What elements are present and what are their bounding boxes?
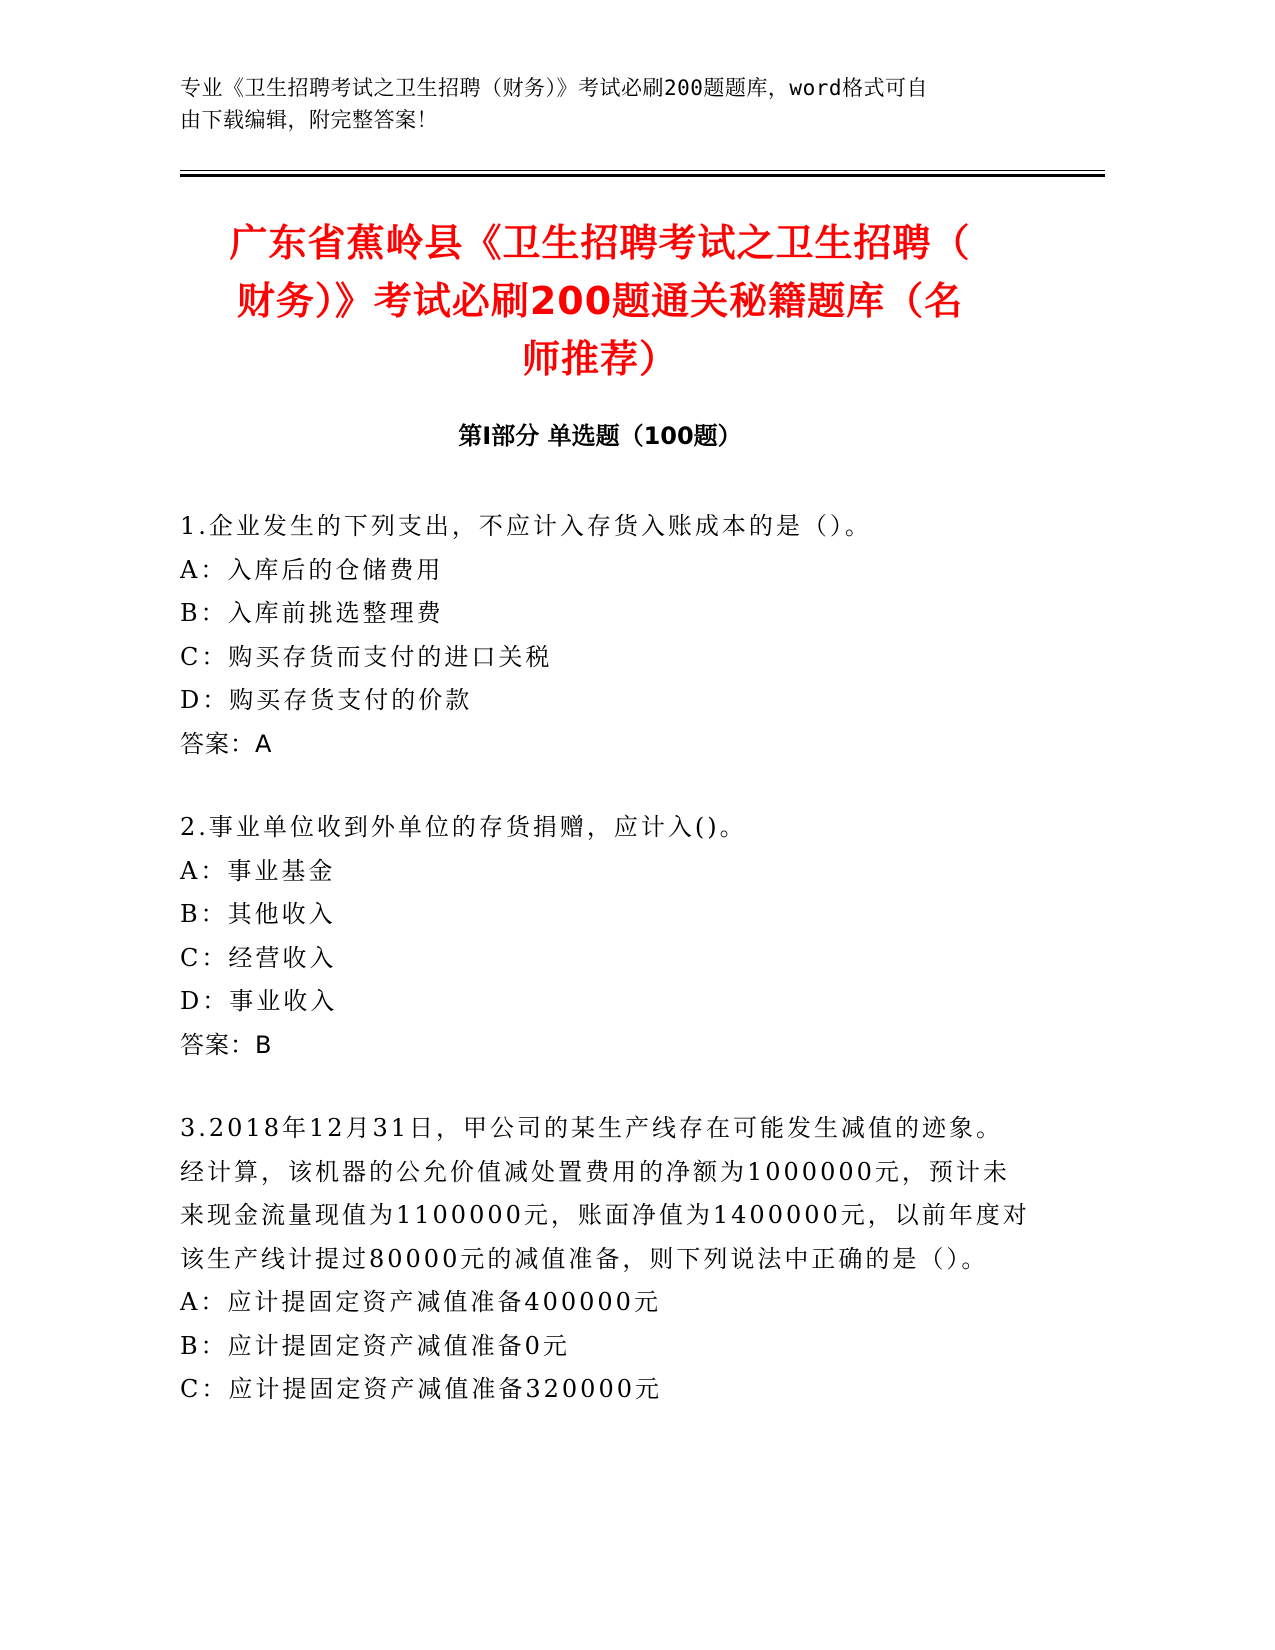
question-stem-line-4: 该生产线计提过80000元的减值准备，则下列说法中正确的是（）。 xyxy=(180,1244,989,1273)
option-d: D：购买存货支付的价款 xyxy=(180,686,473,714)
option-d: D：事业收入 xyxy=(180,987,338,1015)
header-divider-thick xyxy=(180,174,1105,177)
option-a: A：应计提固定资产减值准备400000元 xyxy=(180,1288,661,1316)
question-1 xyxy=(180,505,1040,766)
document-title-line-3: 师推荐） xyxy=(521,337,678,381)
question-stem-line-2: 经计算，该机器的公允价值减处置费用的净额为1000000元，预计未 xyxy=(180,1157,1010,1186)
header-note-line-1: 专业《卫生招聘考试之卫生招聘（财务）》考试必刷200题题库，word格式可自 xyxy=(180,76,928,100)
question-2 xyxy=(180,806,1040,1067)
option-c: C：购买存货而支付的进口关税 xyxy=(180,642,553,671)
answer-label: 答案：A xyxy=(180,729,273,758)
answer-label: 答案：B xyxy=(180,1030,273,1059)
document-title-line-1: 广东省蕉岭县《卫生招聘考试之卫生招聘（ xyxy=(229,221,971,265)
option-b: B：其他收入 xyxy=(180,900,336,928)
option-b: B：入库前挑选整理费 xyxy=(180,599,444,627)
document-title xyxy=(180,214,1020,388)
option-a: A：事业基金 xyxy=(180,856,336,885)
question-stem-line-3: 来现金流量现值为1100000元，账面净值为1400000元，以前年度对 xyxy=(180,1201,1030,1229)
option-c: C：经营收入 xyxy=(180,943,337,972)
question-stem-line-1: 3.2018年12月31日，甲公司的某生产线存在可能发生减值的迹象。 xyxy=(180,1114,1004,1142)
option-b: B：应计提固定资产减值准备0元 xyxy=(180,1331,570,1360)
section-heading: 第Ⅰ部分 单选题（100题） xyxy=(458,422,742,450)
question-3 xyxy=(180,1107,1040,1412)
question-stem: 2.事业单位收到外单位的存货捐赠，应计入()。 xyxy=(180,813,747,841)
option-a: A：入库后的仓储费用 xyxy=(180,555,444,584)
question-stem: 1.企业发生的下列支出，不应计入存货入账成本的是（）。 xyxy=(180,512,872,540)
header-note-line-2: 由下载编辑，附完整答案！ xyxy=(180,108,438,132)
question-list xyxy=(180,505,1040,1452)
option-c: C：应计提固定资产减值准备320000元 xyxy=(180,1375,662,1403)
header-note xyxy=(180,72,1040,136)
header-divider-thin xyxy=(180,170,1105,171)
document-title-line-2: 财务）》考试必刷200题通关秘籍题库（名 xyxy=(236,279,964,323)
